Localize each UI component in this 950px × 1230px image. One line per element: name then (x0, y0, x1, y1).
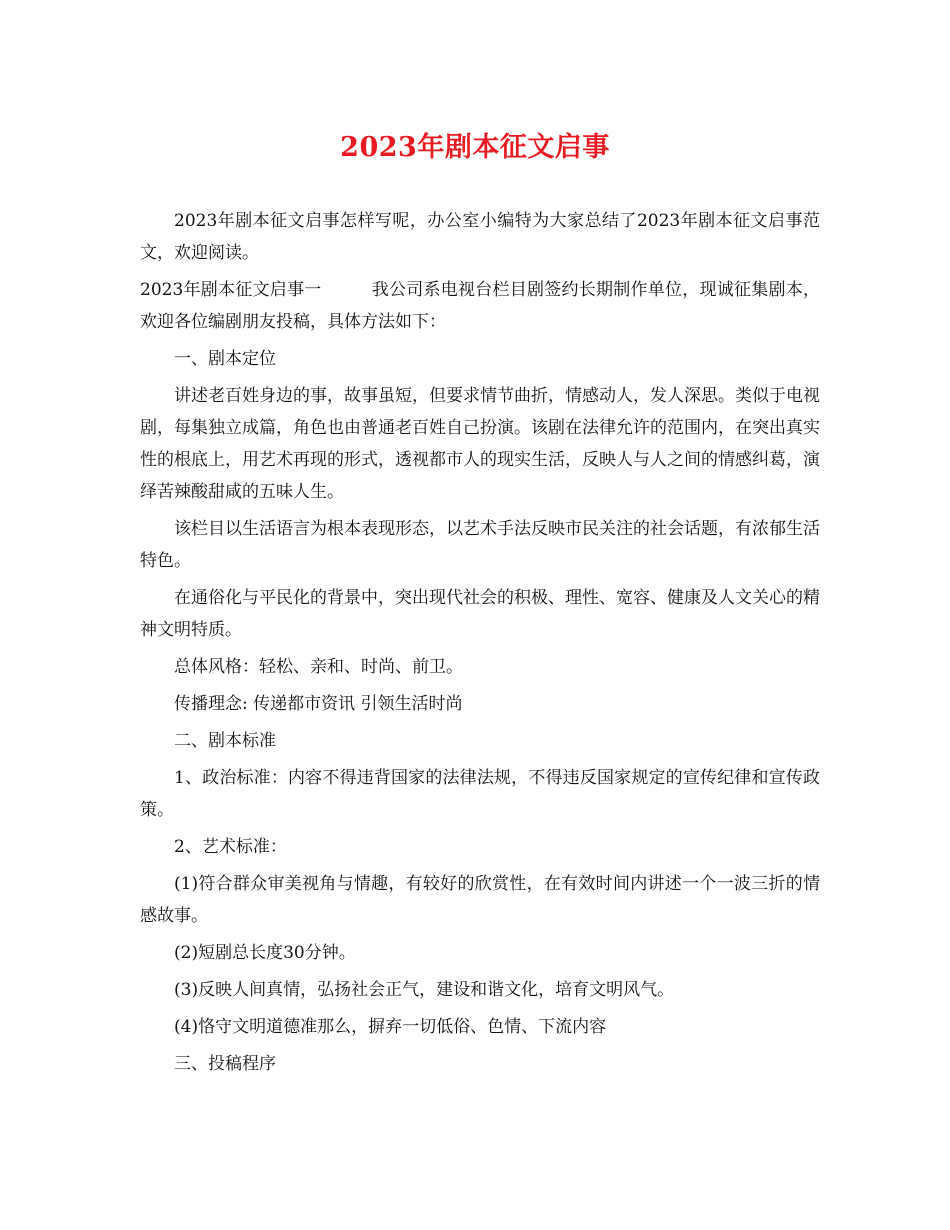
document-body (140, 205, 820, 1085)
section-intro-paragraph (140, 274, 820, 338)
paragraph-social-background: 在通俗化与平民化的背景中，突出现代社会的积极、理性、宽容、健康及人文关心的精神文明特质。 (140, 588, 820, 640)
paragraph-artistic-standard: 2、艺术标准： (174, 837, 287, 857)
section-intro-label: 2023年剧本征文启事一 (140, 280, 322, 300)
paragraph-standard-item-4: (4)恪守文明道德准那么，摒弃一切低俗、色情、下流内容 (174, 1017, 607, 1037)
paragraph-political-standard: 1、政治标准：内容不得违背国家的法律法规，不得违反国家规定的宣传纪律和宣传政策。 (140, 768, 820, 820)
paragraph-standard-item-3: (3)反映人间真情，弘扬社会正气，建设和谐文化，培育文明风气。 (174, 980, 675, 1000)
paragraph-standard-item-1: (1)符合群众审美视角与情趣，有较好的欣赏性，在有效时间内讲述一个一波三折的情感故事。 (140, 874, 820, 926)
heading-script-positioning: 一、剧本定位 (174, 349, 276, 369)
paragraph-overall-style: 总体风格：轻松、亲和、时尚、前卫。 (174, 657, 463, 677)
section-intro-text: 我公司系电视台栏目剧签约长期制作单位，现诚征集剧本，欢迎各位编剧朋友投稿，具体方法如下： (140, 280, 821, 332)
heading-script-standards: 二、剧本标准 (174, 731, 276, 751)
document-title: 2023年剧本征文启事 (340, 132, 610, 163)
heading-submission-procedure: 三、投稿程序 (174, 1054, 276, 1074)
paragraph-broadcast-concept: 传播理念: 传递都市资讯 引领生活时尚 (174, 694, 463, 714)
intro-paragraph: 2023年剧本征文启事怎样写呢，办公室小编特为大家总结了2023年剧本征文启事范文，欢迎阅读。 (140, 211, 820, 263)
paragraph-standard-item-2: (2)短剧总长度30分钟。 (174, 943, 356, 963)
paragraph-program-style: 该栏目以生活语言为根本表现形态，以艺术手法反映市民关注的社会话题，有浓郁生活特色。 (140, 519, 820, 571)
paragraph-positioning-description: 讲述老百姓身边的事，故事虽短，但要求情节曲折，情感动人，发人深思。类似于电视剧，每集独立成篇，角色也由普通老百姓自己扮演。该剧在法律允许的范围内，在突出真实性的根底上，用艺术再现的形式，透视都市人的现实生活，反映人与人之间的情感纠葛，演绎苦辣酸甜咸的五味人生。 (140, 386, 820, 502)
